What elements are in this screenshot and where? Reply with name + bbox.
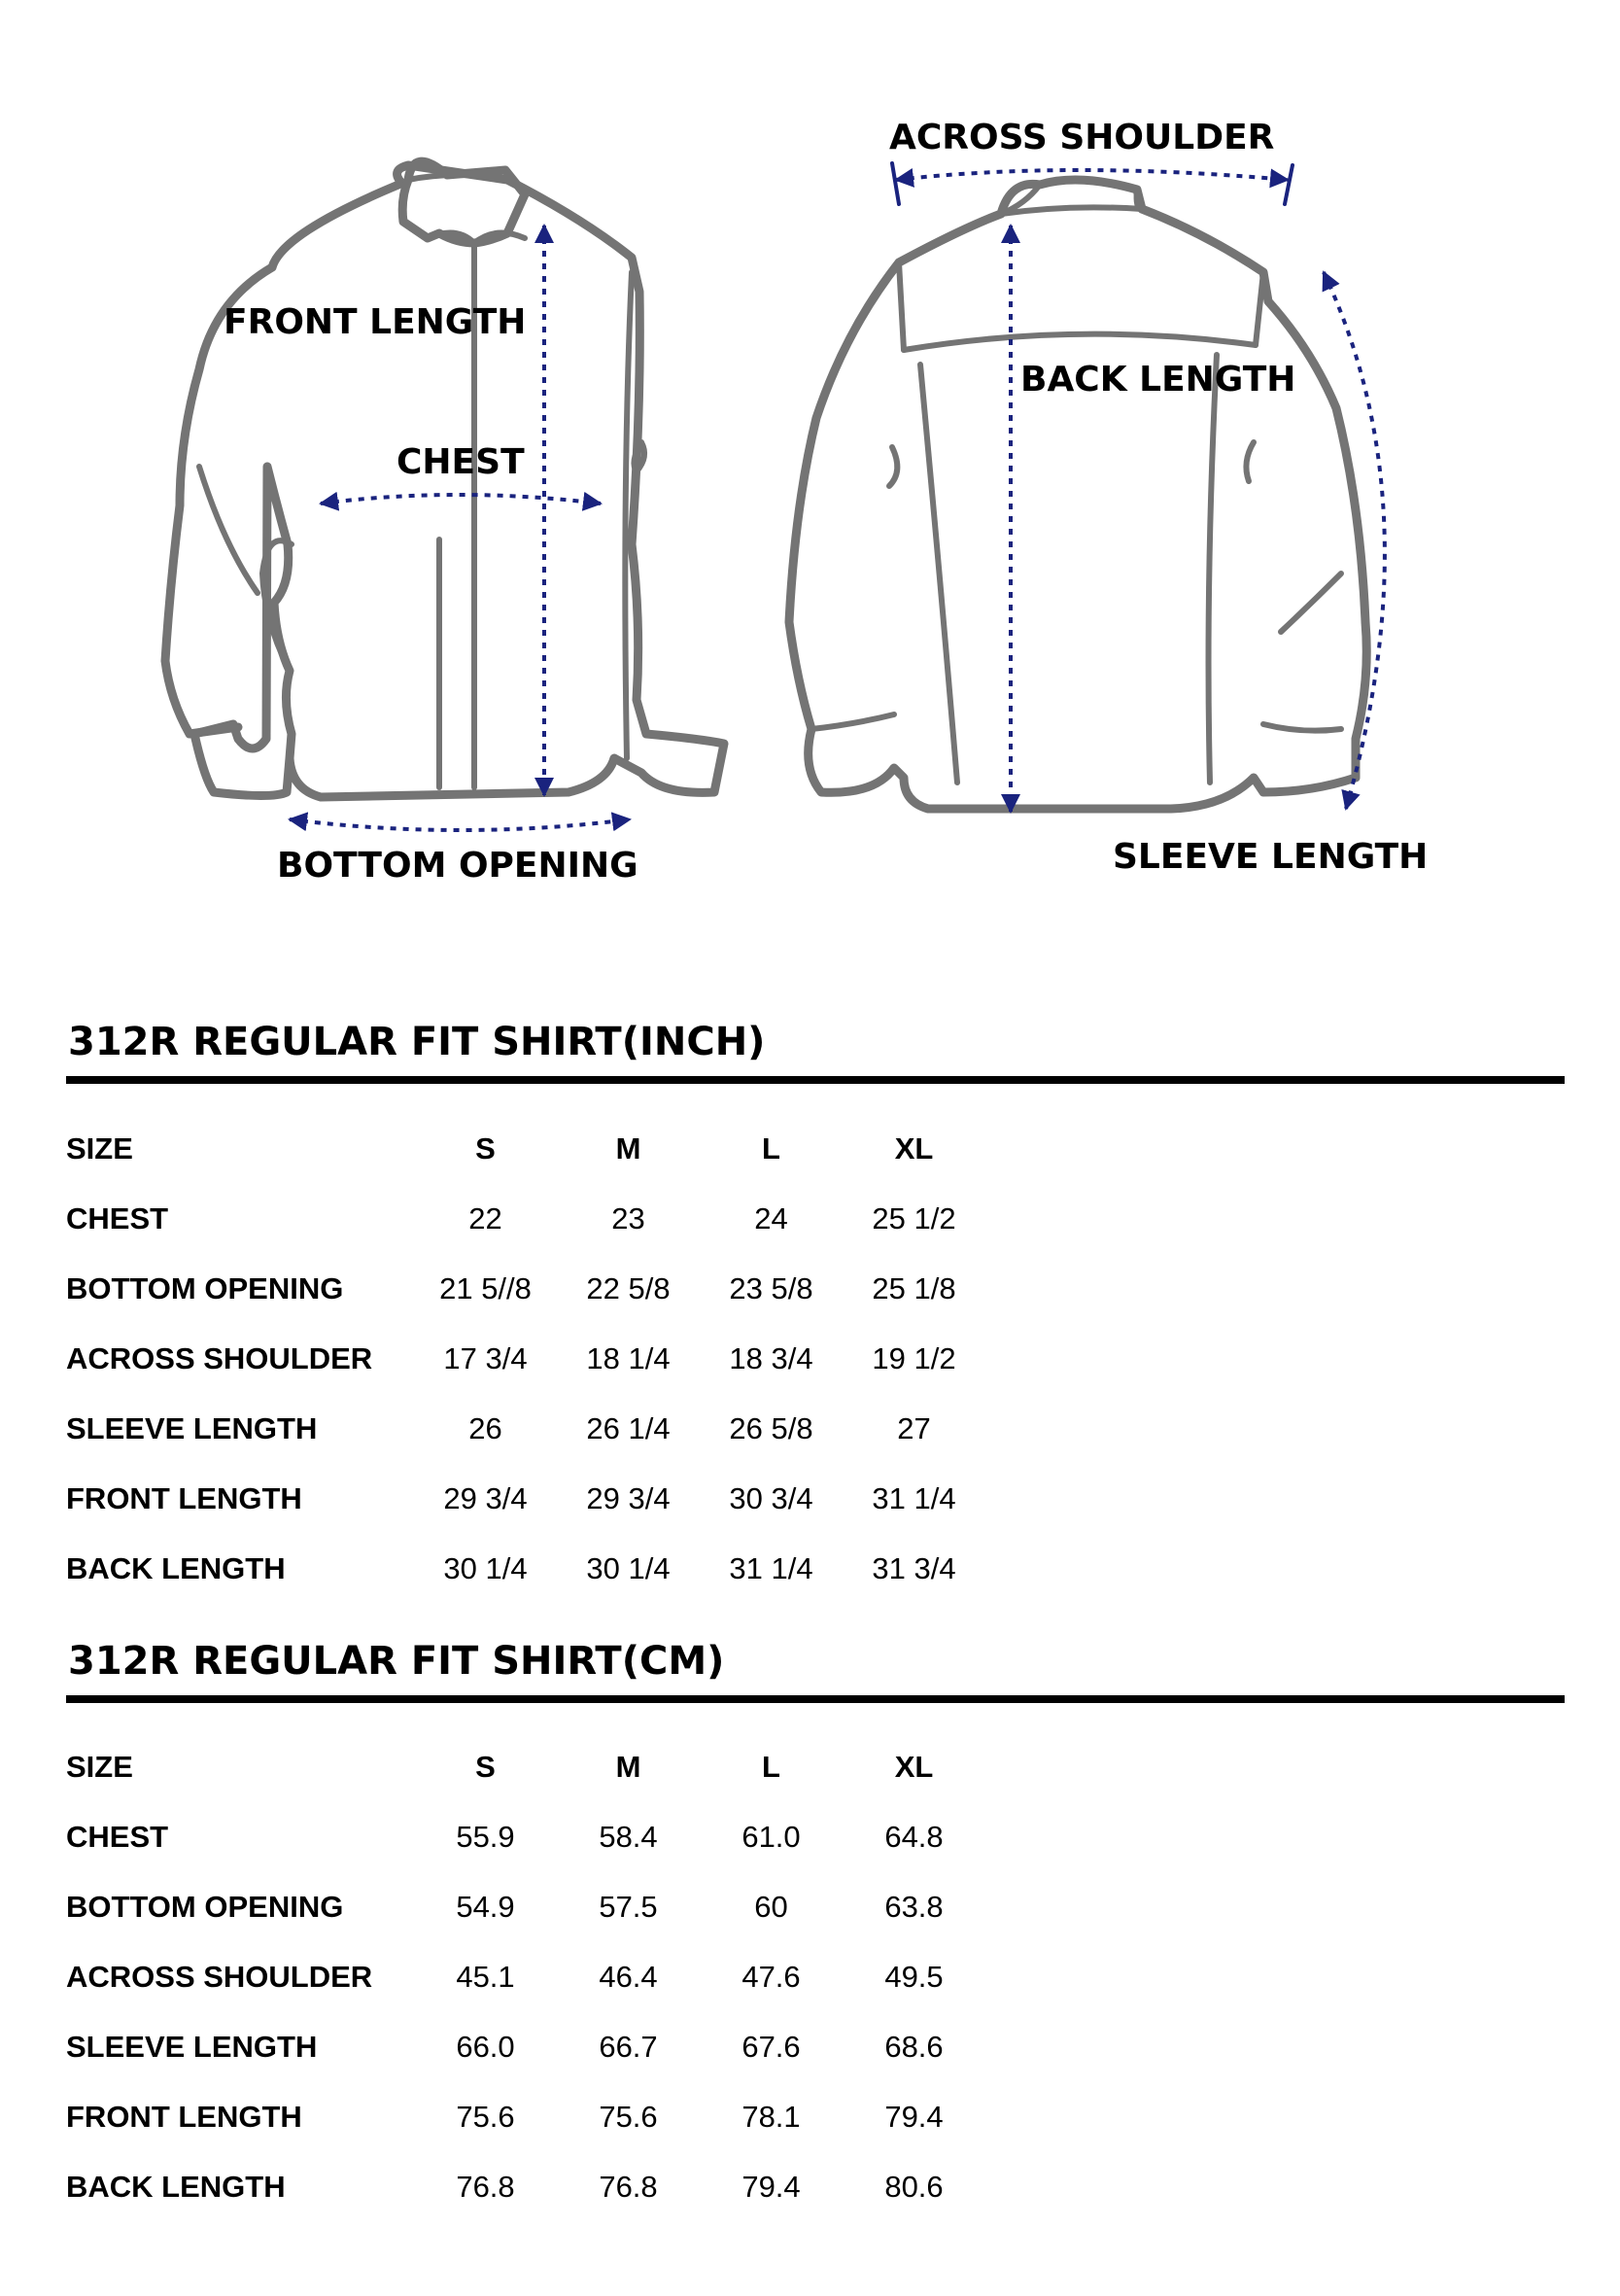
inch-size-table [66,1114,985,1604]
cell-value: 23 [611,1201,645,1235]
cm-size-table [66,1732,985,2222]
cell-value: 60 [754,1890,788,1924]
row-label: SLEEVE LENGTH [66,1411,318,1445]
row-label: ACROSS SHOULDER [66,1341,373,1375]
inch-table-title: 312R REGULAR FIT SHIRT(INCH) [68,1020,766,1064]
cell-value: 26 1/4 [586,1411,671,1445]
chest-label: CHEST [396,442,525,482]
row-label: SLEEVE LENGTH [66,2030,318,2064]
row-label: ACROSS SHOULDER [66,1960,373,1994]
table-row [66,2152,985,2222]
cell-value: 79.4 [884,2100,944,2134]
size-xl-header: XL [894,1750,934,1784]
cell-value: 31 3/4 [872,1551,956,1585]
table-row [66,2012,985,2082]
size-l-header: L [762,1750,780,1784]
bottom-opening-measure [290,819,630,830]
cell-value: 29 3/4 [586,1481,671,1515]
table-row [66,1872,985,1942]
cell-value: 66.7 [599,2030,658,2064]
size-header: SIZE [66,1750,133,1784]
row-label: CHEST [66,1201,169,1235]
cm-table-title: 312R REGULAR FIT SHIRT(CM) [68,1639,725,1684]
cell-value: 17 3/4 [443,1341,528,1375]
cell-value: 30 1/4 [443,1551,528,1585]
cell-value: 31 1/4 [729,1551,813,1585]
size-l-header: L [762,1131,780,1165]
cell-value: 25 1/8 [872,1271,956,1305]
cell-value: 30 1/4 [586,1551,671,1585]
table-row [66,1324,985,1394]
table-row [66,1942,985,2012]
size-s-header: S [475,1131,496,1165]
sleeve-length-label: SLEEVE LENGTH [1113,837,1429,877]
cell-value: 80.6 [884,2170,944,2204]
cell-value: 75.6 [456,2100,515,2134]
row-label: BACK LENGTH [66,2170,286,2204]
shirt-measurement-diagram [0,0,1620,933]
across-shoulder-label: ACROSS SHOULDER [889,118,1275,157]
cell-value: 30 3/4 [729,1481,813,1515]
bottom-opening-label: BOTTOM OPENING [277,846,638,886]
cell-value: 23 5/8 [729,1271,813,1305]
back-shirt-body [789,180,1366,809]
cell-value: 75.6 [599,2100,658,2134]
cell-value: 67.6 [741,2030,801,2064]
row-label: BOTTOM OPENING [66,1890,344,1924]
cell-value: 55.9 [456,1820,515,1854]
cell-value: 29 3/4 [443,1481,528,1515]
table-header-row [66,1732,985,1802]
cell-value: 49.5 [884,1960,944,1994]
size-m-header: M [615,1131,641,1165]
cell-value: 54.9 [456,1890,515,1924]
table-row [66,2082,985,2152]
chest-measure [321,495,601,504]
cell-value: 22 [468,1201,502,1235]
inch-table-divider [66,1076,1565,1084]
table-row [66,1394,985,1464]
front-length-label: FRONT LENGTH [224,302,527,342]
cell-value: 76.8 [456,2170,515,2204]
cell-value: 46.4 [599,1960,658,1994]
cell-value: 27 [897,1411,931,1445]
cell-value: 64.8 [884,1820,944,1854]
cell-value: 78.1 [741,2100,801,2134]
cell-value: 19 1/2 [872,1341,956,1375]
cell-value: 24 [754,1201,788,1235]
cm-table-divider [66,1695,1565,1703]
cell-value: 26 [468,1411,502,1445]
row-label: FRONT LENGTH [66,1481,302,1515]
cell-value: 18 1/4 [586,1341,671,1375]
row-label: BOTTOM OPENING [66,1271,344,1305]
cell-value: 47.6 [741,1960,801,1994]
size-header: SIZE [66,1131,133,1165]
table-row [66,1802,985,1872]
cell-value: 79.4 [741,2170,801,2204]
table-row [66,1464,985,1534]
table-header-row [66,1114,985,1184]
row-label: FRONT LENGTH [66,2100,302,2134]
row-label: BACK LENGTH [66,1551,286,1585]
cell-value: 63.8 [884,1890,944,1924]
cell-value: 66.0 [456,2030,515,2064]
size-m-header: M [615,1750,641,1784]
size-s-header: S [475,1750,496,1784]
cell-value: 61.0 [741,1820,801,1854]
cell-value: 68.6 [884,2030,944,2064]
cell-value: 31 1/4 [872,1481,956,1515]
back-length-label: BACK LENGTH [1020,360,1296,400]
cell-value: 58.4 [599,1820,658,1854]
cell-value: 18 3/4 [729,1341,813,1375]
cell-value: 26 5/8 [729,1411,813,1445]
cell-value: 45.1 [456,1960,515,1994]
table-row [66,1254,985,1324]
cell-value: 57.5 [599,1890,658,1924]
cell-value: 25 1/2 [872,1201,956,1235]
table-row [66,1534,985,1604]
cell-value: 21 5//8 [439,1271,532,1305]
row-label: CHEST [66,1820,169,1854]
cell-value: 22 5/8 [586,1271,671,1305]
table-row [66,1184,985,1254]
cell-value: 76.8 [599,2170,658,2204]
size-xl-header: XL [894,1131,934,1165]
back-shirt-illustration [789,180,1366,809]
